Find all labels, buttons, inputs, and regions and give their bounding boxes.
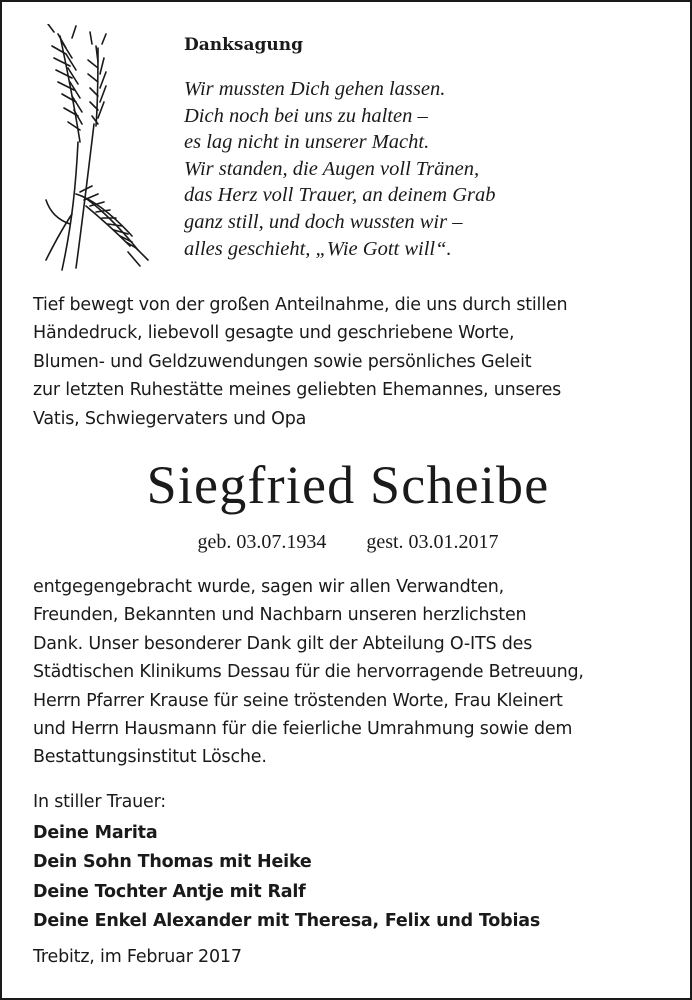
poem	[184, 76, 584, 262]
paragraph-line: Blumen- und Geldzuwendungen sowie persönliches Geleit	[33, 351, 532, 372]
poem-line: Wir mussten Dich gehen lassen.	[184, 78, 446, 100]
paragraph-line: entgegengebracht wurde, sagen wir allen Verwandten,	[33, 577, 504, 597]
place-date: Trebitz, im Februar 2017	[33, 947, 242, 967]
paragraph-line: Freunden, Bekannten und Nachbarn unseren herzlichsten	[33, 605, 527, 626]
poem-line: alles geschieht, „Wie Gott will“.	[184, 237, 452, 260]
wheat-ears-icon	[32, 24, 152, 274]
mourners-list	[33, 819, 540, 936]
paragraph-line: Tief bewegt von der großen Anteilnahme, die uns durch stillen	[33, 295, 568, 315]
poem-line: Wir standen, die Augen voll Tränen,	[184, 157, 480, 180]
poem-line: Dich noch bei uns zu halten –	[184, 104, 428, 127]
birth-date: geb. 03.07.1934	[197, 531, 327, 553]
paragraph-line: Bestattungsinstitut Lösche.	[33, 747, 267, 768]
deceased-name: Siegfried Scheibe	[146, 455, 550, 515]
paragraph-line: Herrn Pfarrer Krause für seine tröstenden Worte, Frau Kleinert	[33, 690, 563, 711]
death-date: gest. 03.01.2017	[366, 531, 499, 553]
paragraph-line: Händedruck, liebevoll gesagte und geschriebene Worte,	[33, 323, 515, 344]
paragraph-line: Dank. Unser besonderer Dank gilt der Abteilung O-ITS des	[33, 633, 533, 654]
intro-paragraph	[33, 291, 673, 433]
paragraph-line: zur letzten Ruhestätte meines geliebten Ehemannes, unseres	[33, 380, 562, 401]
mourner: Deine Enkel Alexander mit Theresa, Felix und Tobias	[33, 910, 541, 931]
mourners-intro: In stiller Trauer:	[33, 792, 166, 812]
mourner: Dein Sohn Thomas mit Heike	[33, 852, 312, 873]
poem-line: das Herz voll Trauer, an deinem Grab	[184, 184, 496, 207]
poem-line: ganz still, und doch wussten wir –	[184, 210, 463, 233]
life-dates	[2, 531, 692, 554]
mourner: Deine Tochter Antje mit Ralf	[33, 881, 306, 902]
paragraph-line: und Herrn Hausmann für die feierliche Umrahmung sowie dem	[33, 719, 573, 740]
heading: Danksagung	[184, 35, 303, 55]
poem-line: es lag nicht in unserer Macht.	[184, 131, 430, 154]
paragraph-line: Vatis, Schwiegervaters und Opa	[33, 408, 307, 429]
thanks-paragraph	[33, 573, 673, 772]
paragraph-line: Städtischen Klinikums Dessau für die hervorragende Betreuung,	[33, 662, 584, 683]
mourner: Deine Marita	[33, 823, 158, 843]
